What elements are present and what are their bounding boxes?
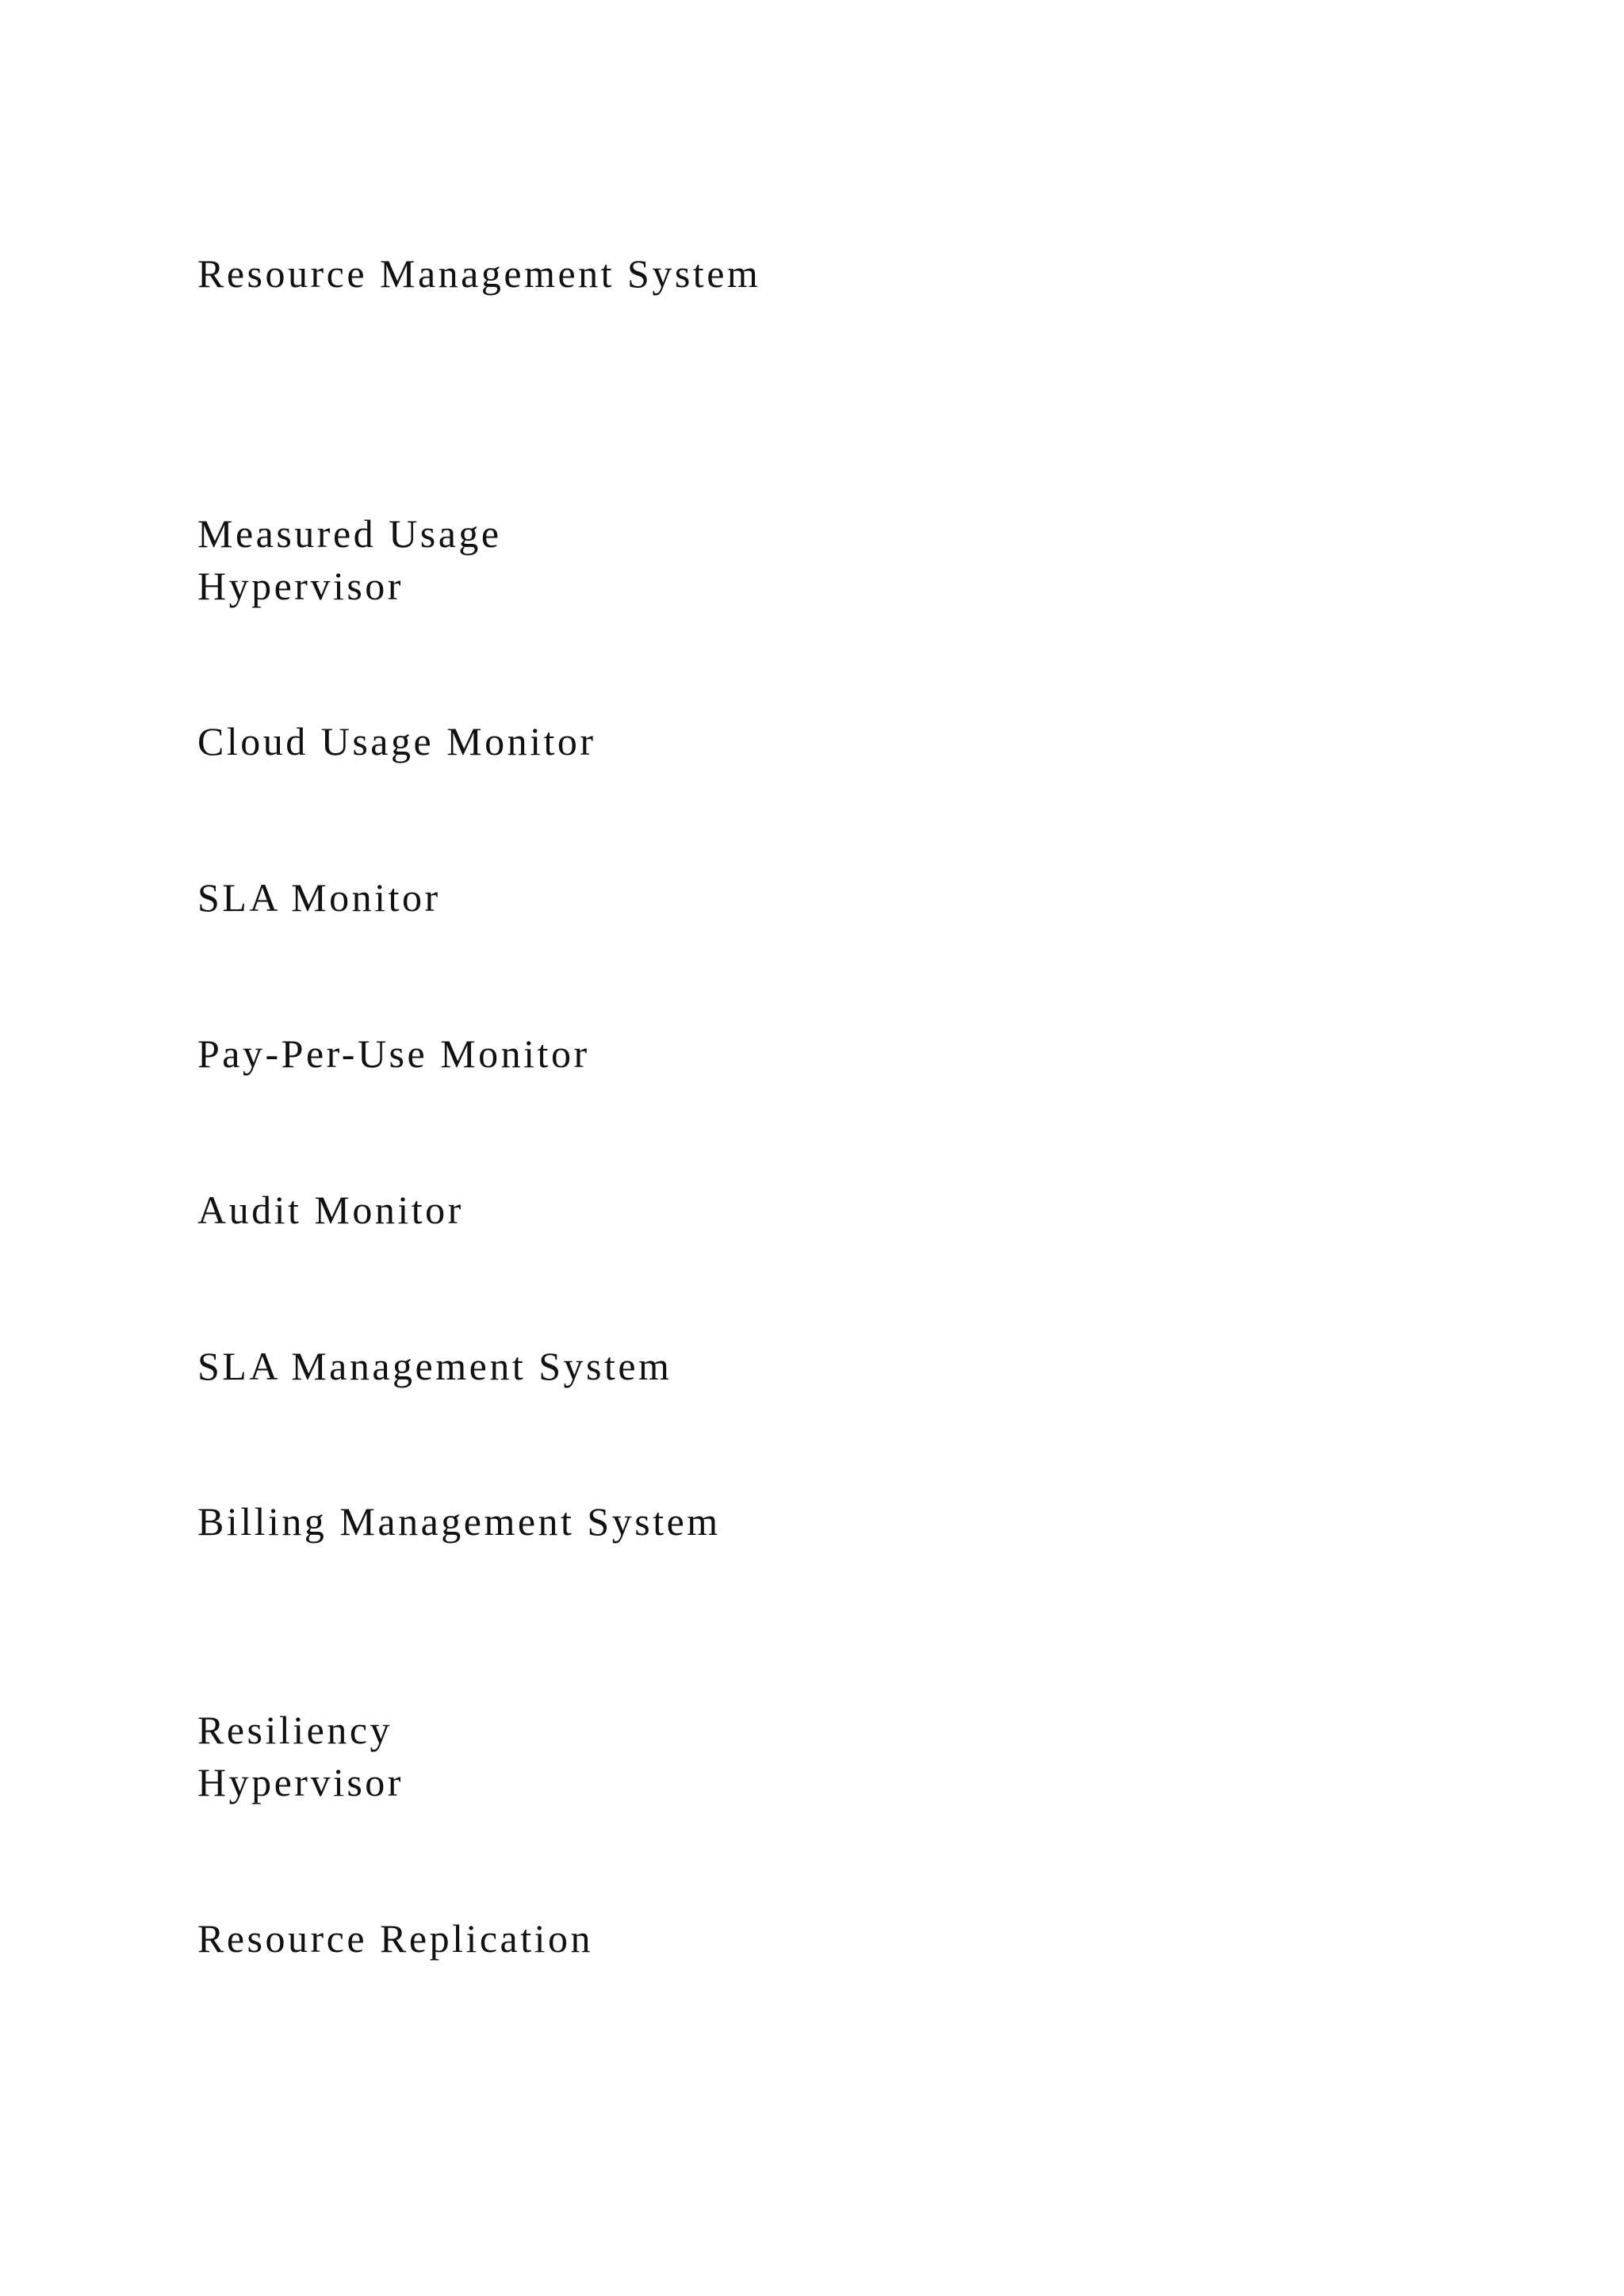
text-line: SLA Management System (197, 1344, 672, 1388)
text-line: Resiliency (197, 1708, 393, 1752)
text-line: Resource Management System (197, 251, 761, 296)
text-line: Billing Management System (197, 1499, 721, 1544)
text-line: Pay-Per-Use Monitor (197, 1031, 590, 1076)
text-line: SLA Monitor (197, 875, 441, 920)
text-line: Measured Usage (197, 511, 502, 556)
text-line: Hypervisor (197, 564, 404, 608)
text-line: Audit Monitor (197, 1188, 464, 1232)
text-line: Resource Replication (197, 1916, 594, 1961)
text-line: Cloud Usage Monitor (197, 719, 596, 763)
text-line: Hypervisor (197, 1760, 404, 1804)
